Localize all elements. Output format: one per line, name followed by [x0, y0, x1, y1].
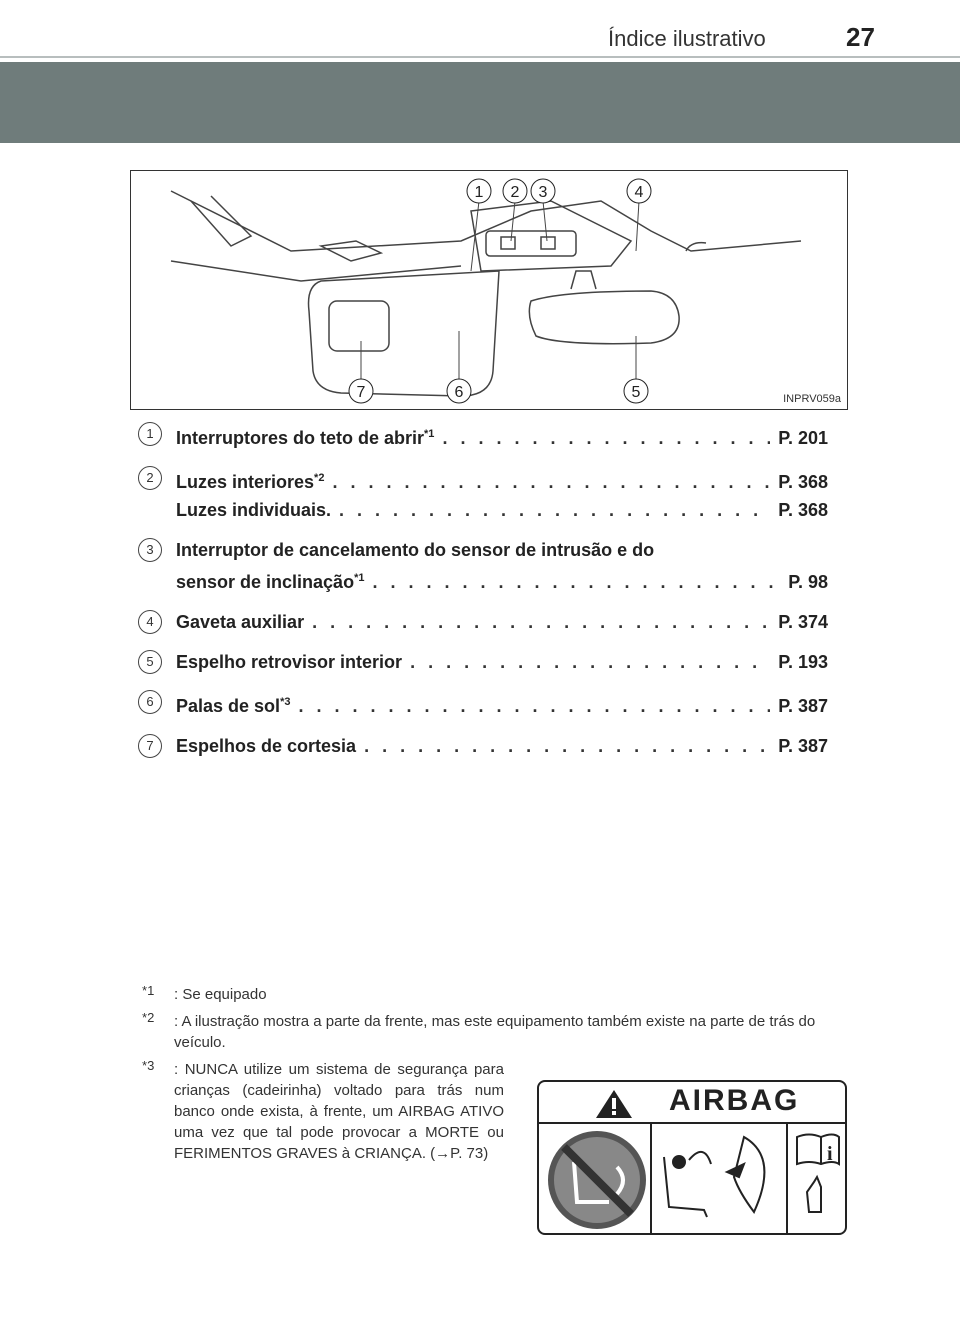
item-label: Luzes interiores	[176, 472, 315, 492]
item-list	[138, 420, 828, 772]
header-rule	[0, 56, 960, 58]
item-page-ref[interactable]: P. 368	[778, 472, 828, 492]
svg-text:5: 5	[631, 384, 641, 401]
svg-text:7: 7	[356, 384, 366, 401]
leader-dots	[364, 732, 770, 760]
airbag-warning-label	[537, 1080, 847, 1235]
overhead-illustration	[130, 170, 848, 410]
svg-text:4: 4	[634, 184, 644, 201]
item-label: sensor de inclinação	[176, 572, 355, 592]
list-item	[138, 648, 828, 676]
list-item	[138, 420, 828, 452]
leader-dots	[372, 568, 780, 596]
item-line	[176, 608, 828, 636]
footnote-2: $^{*2}$ : A ilustração mostra a parte da frente, mas este equipamento também existe na parte de trás do veículo.	[142, 1010, 816, 1051]
footnote-3: $^{*3}$ : NUNCA utilize um sistema de segurança para crianças (cadeirinha) voltado para trás num banco onde exista, à frente, um AIRBAG ATIVO uma vez que tal pode provocar a MORTE ou FERIMENTOS GRAVES à CRIANÇA. (→P. 73)	[142, 1058, 504, 1162]
manual-read-icon	[797, 1135, 839, 1213]
item-number-badge: 7	[138, 734, 162, 758]
page-number: 27	[846, 22, 875, 52]
svg-text:2: 2	[510, 184, 520, 201]
item-footnote-ref: *3	[280, 696, 291, 708]
list-item	[138, 732, 828, 760]
item-label: Interruptor de cancelamento do sensor de intrusão e do	[176, 540, 655, 560]
leader-dots	[410, 648, 770, 676]
illustration-code: INPRV059a	[783, 393, 841, 405]
svg-text:1: 1	[474, 184, 484, 201]
item-label: Interruptores do teto de abrir	[176, 428, 425, 448]
item-number-badge: 2	[138, 466, 162, 490]
list-item	[138, 608, 828, 636]
item-number-badge: 5	[138, 650, 162, 674]
item-line	[176, 648, 828, 676]
item-footnote-ref: *2	[314, 472, 325, 484]
item-page-ref[interactable]: P. 201	[778, 428, 828, 448]
item-number-badge: 6	[138, 690, 162, 714]
item-label: Espelhos de cortesia	[176, 736, 357, 756]
item-page-ref[interactable]: P. 98	[788, 572, 828, 592]
item-page-ref[interactable]: P. 387	[778, 696, 828, 716]
section-title: Índice ilustrativo	[608, 26, 766, 51]
footnote-1: $^{*1}$ : Se equipado	[142, 983, 267, 1003]
item-page-ref[interactable]: P. 387	[778, 736, 828, 756]
svg-text:3: 3	[538, 184, 548, 201]
item-line	[176, 420, 828, 452]
item-label: Espelho retrovisor interior	[176, 652, 403, 672]
item-number-badge: 1	[138, 422, 162, 446]
item-label: Gaveta auxiliar	[176, 612, 305, 632]
leader-dots	[339, 496, 770, 524]
leader-dots	[312, 608, 770, 636]
warning-triangle-icon	[596, 1090, 632, 1118]
no-rear-facing-seat-icon	[551, 1134, 643, 1226]
leader-dots	[332, 468, 770, 496]
item-line	[176, 496, 828, 524]
leader-dots	[298, 692, 770, 720]
header-bar	[0, 62, 960, 143]
item-page-ref[interactable]: P. 193	[778, 652, 828, 672]
overhead-drawing	[131, 171, 848, 410]
list-item	[138, 536, 828, 596]
item-label: Luzes individuais.	[176, 500, 332, 520]
item-number-badge: 3	[138, 538, 162, 562]
item-line	[176, 464, 828, 496]
svg-text:i: i	[827, 1143, 833, 1165]
illustration-callouts	[349, 179, 651, 403]
warning-title: AIRBAG	[669, 1084, 800, 1117]
item-footnote-ref: *1	[424, 428, 435, 440]
item-line	[176, 732, 828, 760]
item-line	[176, 688, 828, 720]
item-footnote-ref: *1	[354, 572, 365, 584]
airbag-deploy-seat-icon	[664, 1137, 764, 1217]
item-page-ref[interactable]: P. 374	[778, 612, 828, 632]
item-label: Palas de sol	[176, 696, 281, 716]
item-line	[176, 536, 828, 564]
item-line	[176, 564, 828, 596]
leader-dots	[442, 424, 770, 452]
item-number-badge: 4	[138, 610, 162, 634]
item-page-ref[interactable]: P. 368	[778, 500, 828, 520]
warning-pictograms	[539, 1082, 847, 1235]
svg-text:6: 6	[454, 384, 464, 401]
list-item	[138, 464, 828, 524]
list-item	[138, 688, 828, 720]
